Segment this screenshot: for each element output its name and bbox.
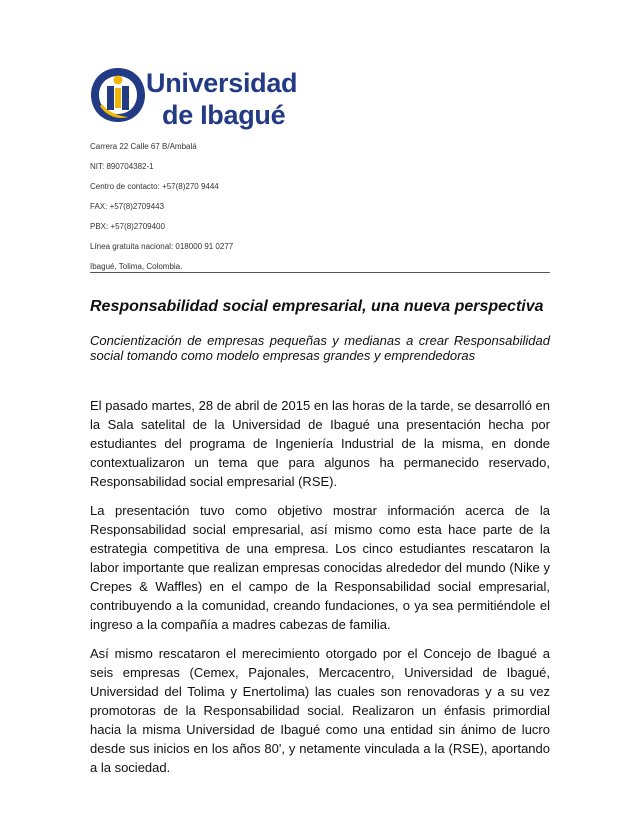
contact-address: Carrera 22 Calle 67 B/Ambalá	[90, 142, 197, 151]
university-logo	[88, 64, 298, 136]
university-emblem-icon	[88, 64, 148, 126]
contact-phone: Centro de contacto: +57(8)270 9444	[90, 182, 219, 191]
logo-line-1: Universidad	[146, 68, 298, 98]
contact-nit: NIT: 890704382-1	[90, 162, 154, 171]
contact-info	[90, 142, 390, 282]
article-paragraph: Así mismo rescataron el merecimiento otorgado por el Concejo de Ibagué a seis empresas (Cemex, Pajonales, Mercacentro, Universidad de Ibagué, Universidad del Tolima y Enertolima) las cuales son renovadoras y a su vez promotoras de la Responsabilidad social. Realizaron un énfasis primordial hacia la misma Universidad de Ibagué como una entidad sin ánimo de lucro desde sus inicios en los años 80', y netamente vinculada a la (RSE), aportando a la sociedad.	[90, 646, 550, 775]
contact-fax: FAX: +57(8)2709443	[90, 202, 165, 211]
header-divider	[90, 272, 550, 273]
article-subtitle: Concientización de empresas pequeñas y medianas a crear Responsabilidad social tomando como modelo empresas grandes y emprendedoras	[90, 333, 550, 363]
contact-city: Ibagué, Tolima, Colombia.	[90, 262, 183, 271]
article-body	[90, 396, 550, 787]
article-paragraph: El pasado martes, 28 de abril de 2015 en las horas de la tarde, se desarrolló en la Sala satelital de la Universidad de Ibagué una presentación hecha por estudiantes del programa de Ingeniería Industrial de la misma, en donde contextualizaron un tema que para algunos ha permanecido reservado, Responsabilidad social empresarial (RSE).	[90, 398, 550, 489]
contact-pbx: PBX: +57(8)2709400	[90, 222, 165, 231]
contact-toll-free: Línea gratuita nacional: 018000 91 0277	[90, 242, 234, 251]
article-title: Responsabilidad social empresarial, una nueva perspectiva	[90, 298, 544, 315]
logo-line-2: de Ibagué	[162, 100, 286, 130]
article-paragraph: La presentación tuvo como objetivo mostrar información acerca de la Responsabilidad social empresarial, así mismo como esta hace parte de la estrategia competitiva de una empresa. Los cinco estudiantes rescataron la labor importante que realizan empresas conocidas alrededor del mundo (Nike y Crepes & Waffles) en el campo de la Responsabilidad social empresarial, contribuyendo a la comunidad, creando fundaciones, o ya sea permitiéndole el ingreso a la compañía a madres cabezas de familia.	[90, 503, 550, 632]
